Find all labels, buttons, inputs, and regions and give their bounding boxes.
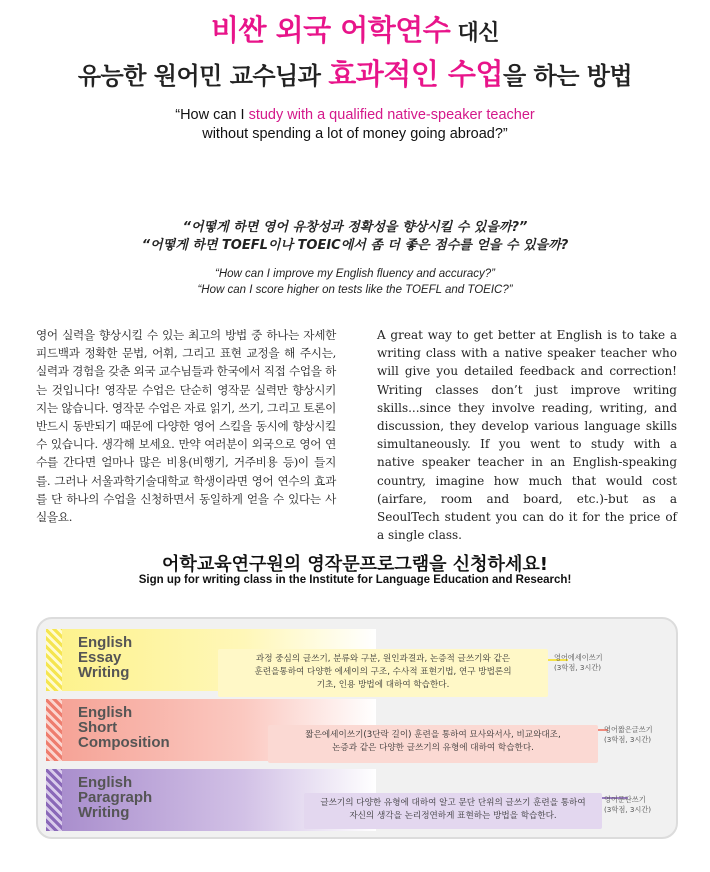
course-desc-paragraph: 글쓰기의 다양한 유형에 대하여 알고 문단 단위의 글쓰기 훈련을 통하여 자신의 생각을 논리정연하게 표현하는 방법을 학습한다.	[304, 793, 602, 829]
band-hatch	[46, 629, 62, 691]
course-panel	[36, 617, 678, 839]
subtitle-part-1: “How can I	[175, 107, 249, 123]
question-en-2: “How can I score higher on tests like the TOEFL and TOEIC?”	[197, 284, 513, 296]
program-heading: 어학교육연구원의 영작문프로그램을 신청하세요!	[162, 554, 548, 575]
title-part-2: 을 하는 방법	[502, 62, 633, 90]
question-ko-1: “어떻게 하면 영어 유창성과 정확성을 향상시킬 수 있을까?”	[182, 220, 528, 235]
title-line-2	[0, 52, 710, 93]
english-subtitle	[0, 106, 710, 144]
course-label-short: English Short Composition	[78, 704, 170, 751]
course-desc-short: 짧은에세이쓰기(3단락 길이) 훈련을 통하여 묘사와서사, 비교와대조, 논증과 같은 다양한 글쓰기의 유형에 대하여 학습한다.	[268, 725, 598, 763]
course-label-essay: English Essay Writing	[78, 634, 133, 681]
title-suffix: 대신	[450, 21, 499, 46]
title-highlight-2: 효과적인 수업	[328, 57, 503, 91]
question-ko-2: “어떻게 하면 TOEFL이나 TOEIC에서 좀 더 좋은 점수를 얻을 수 있을까?	[141, 238, 569, 253]
course-desc-essay: 과정 중심의 글쓰기, 분류와 구분, 원인과결과, 논증적 글쓰기와 같은 훈련을통하여 다양한 에세이의 구조, 수사적 표현기법, 연구 방법론의 기초, 인용 방법에 대하여 학습한다.	[218, 649, 548, 697]
band-hatch	[46, 699, 62, 761]
title-part-1: 유능한 원어민 교수님과	[77, 62, 329, 90]
course-tag-essay: 영어에세이쓰기 (3학점, 3시간)	[554, 653, 603, 672]
band-hatch	[46, 769, 62, 831]
body-korean: 영어 실력을 향상시킬 수 있는 최고의 방법 중 하나는 자세한 피드백과 정확한 문법, 어휘, 그리고 표현 교정을 해 주시는, 실력과 경험을 갖춘 외국 교수님들과 한국에서 직접 수업을 하는 것입니다! 영작문 수업은 단순히 영작문 실력만 향상시키지는 않습니다. 영작문 수업은 자료 읽기, 쓰기, 그리고 토론이 반드시 동반되기 때문에 다양한 영어 스킬을 동시에 향상시킬 수 있습니다. 생각해 보세요. 만약 여러분이 외국으로 영어 연수를 간다면 얼마나 많은 비용(비행기, 거주비용 등)이 들지를. 그러나 서울과학기술대학교 학생이라면 영어 연수의 효과를 단 하나의 수업을 신청하면서 동일하게 얻을 수 있다는 사실을요.	[36, 328, 336, 525]
body-english: A great way to get better at English is to take a writing class with a native speaker teacher who will give you detailed feedback and correction! Writing classes don’t just improve writing skills...since they involve reading, writing, and discussion, they develop various language skills simultaneously. If you went to study with a native speaker teacher in an English-speaking country, imagine how much that would cost (airfare, room and board, etc.)-but as a SeoulTech student you can do it for the price of a single class.	[377, 328, 677, 543]
course-label-paragraph: English Paragraph Writing	[78, 774, 153, 821]
question-en-1: “How can I improve my English fluency and accuracy?”	[215, 268, 495, 280]
title-highlight: 비싼 외국 어학연수	[211, 13, 451, 47]
course-tag-short: 영어짧은글쓰기 (3학점, 3시간)	[604, 725, 653, 744]
subtitle-highlight: study with a qualified native-speaker teacher	[248, 107, 535, 123]
title-line-1	[0, 8, 710, 49]
course-tag-paragraph: 영어문단쓰기 (3학점, 3시간)	[604, 795, 652, 814]
program-subheading: Sign up for writing class in the Institute for Language Education and Research!	[138, 574, 572, 586]
subtitle-line-2: without spending a lot of money going abroad?”	[202, 126, 508, 142]
